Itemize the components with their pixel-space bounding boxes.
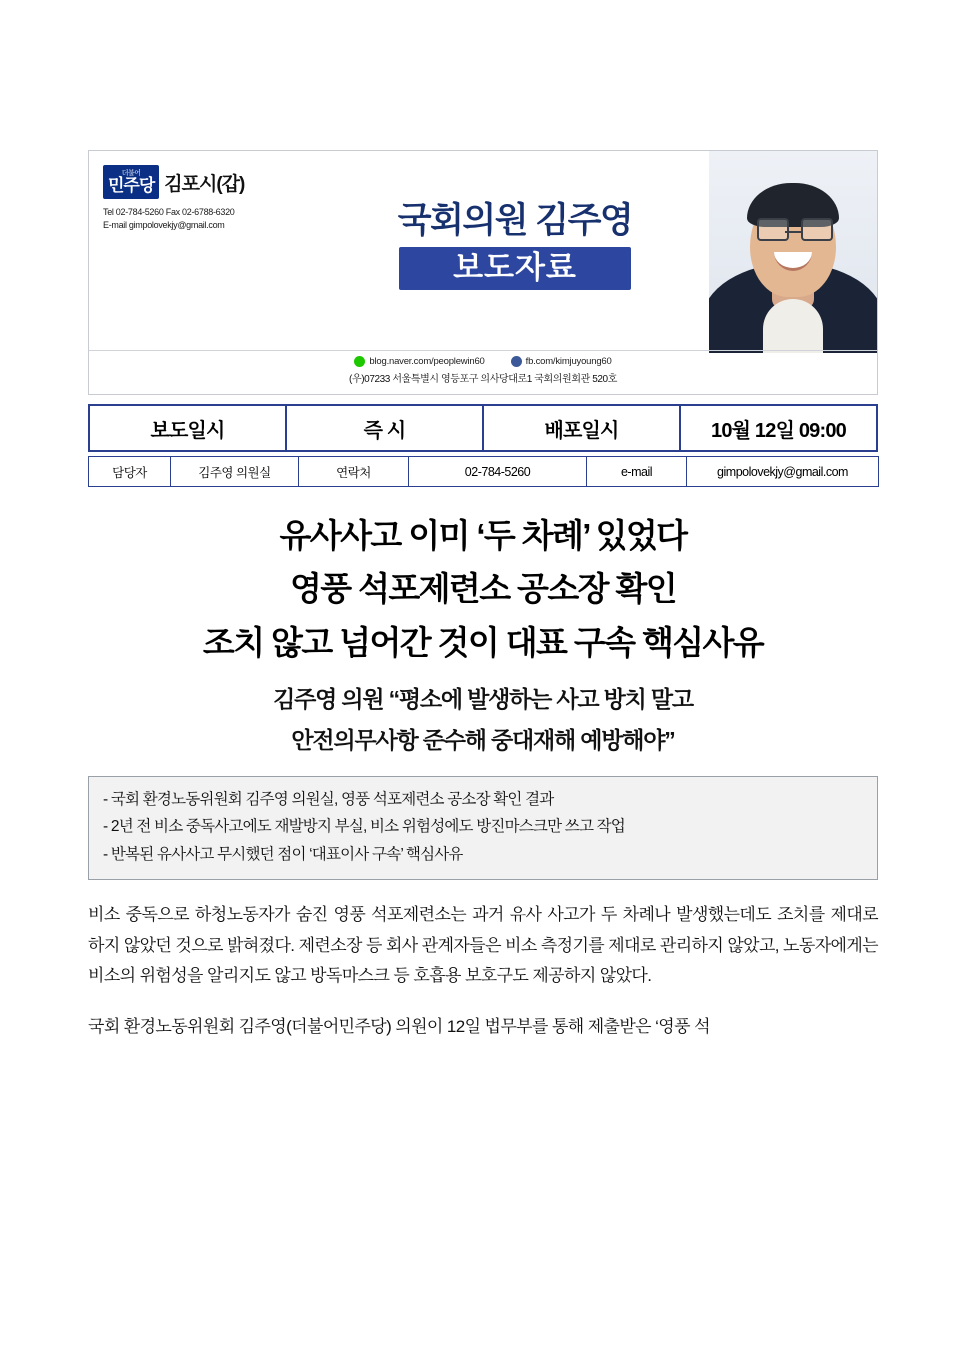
body-paragraph: 비소 중독으로 하청노동자가 숨진 영풍 석포제련소는 과거 유사 사고가 두 차례나 발생했는데도 조치를 제대로 하지 않았던 것으로 밝혀졌다. 제련소장 등 회사 관계자들은 비소 측정기를 제대로 관리하지 않았고, 노동자에게는 비소의 위험성을 알리지도 않고 방독마스크 등 호흡용 보호구도 제공하지 않았다. xyxy=(88,904,878,986)
party-logo-row xyxy=(103,165,343,199)
letterhead-subtitle: 보도자료 xyxy=(399,247,631,290)
letterhead-email: E-mail gimpolovekjy@gmail.com xyxy=(103,220,225,231)
sns-links xyxy=(89,356,877,367)
portrait-glasses-right xyxy=(801,218,833,241)
office-address: (우)07233 서울특별시 영등포구 의사당대로1 국회의원회관 520호 xyxy=(349,374,617,385)
naver-icon xyxy=(354,356,365,367)
email-label: e-mail xyxy=(587,457,687,487)
subheadline-quote xyxy=(88,679,878,760)
letterhead-left-block xyxy=(103,165,343,232)
email-value: gimpolovekjy@gmail.com xyxy=(687,457,879,487)
manager-label: 담당자 xyxy=(89,457,171,487)
table-row xyxy=(89,457,879,487)
facebook-link[interactable] xyxy=(511,356,612,367)
party-logo-small-text: 더불어 xyxy=(121,170,141,177)
distribute-date-value: 10월 12일 09:00 xyxy=(680,405,877,451)
facebook-icon xyxy=(511,356,522,367)
portrait-glasses-bridge xyxy=(785,231,801,233)
headline-line-1: 유사사고 이미 ‘두 차례’ 있었다 xyxy=(279,517,687,554)
subheadline-line-1: 김주영 의원 “평소에 발생하는 사고 방치 말고 xyxy=(273,686,693,713)
letterhead-banner xyxy=(88,150,878,395)
distribute-date-label: 배포일시 xyxy=(483,405,680,451)
contact-value: 02-784-5260 xyxy=(409,457,587,487)
headline-line-2: 영풍 석포제련소 공소장 확인 xyxy=(289,570,677,608)
letterhead-contact xyxy=(103,206,343,232)
summary-bullet-box xyxy=(88,776,878,880)
letterhead-tel: Tel 02-784-5260 Fax 02-6788-6320 xyxy=(103,207,235,218)
contact-label: 연락처 xyxy=(299,457,409,487)
bullet-item: - 국회 환경노동위원회 김주영 의원실, 영풍 석포제련소 공소장 확인 결과 xyxy=(103,790,554,808)
letterhead-title: 국회의원 김주영 xyxy=(397,201,633,240)
release-date-label: 보도일시 xyxy=(89,405,286,451)
bullet-item: - 반복된 유사사고 무시했던 점이 ‘대표이사 구속’ 핵심사유 xyxy=(103,846,463,864)
body-paragraph: 국회 환경노동위원회 김주영(더불어민주당) 의원이 12일 법무부를 통해 제출받은 ‘영풍 석 xyxy=(88,1017,710,1037)
party-logo-icon xyxy=(103,165,159,199)
district-label: 김포시(갑) xyxy=(164,173,245,195)
subheadline-line-2: 안전의무사항 준수해 중대재해 예방해야” xyxy=(291,726,675,753)
portrait-glasses-left xyxy=(757,218,789,241)
letterhead-footer xyxy=(89,350,877,394)
portrait-shirt xyxy=(763,299,823,353)
article-body xyxy=(88,900,878,1044)
party-logo-name: 민주당 xyxy=(108,176,155,196)
letterhead-center-block xyxy=(325,203,705,290)
politician-portrait-photo xyxy=(709,151,877,353)
headline-group xyxy=(88,509,878,669)
release-date-value: 즉 시 xyxy=(286,405,483,451)
headline-line-3: 조치 않고 넘어간 것이 대표 구속 핵심사유 xyxy=(202,623,764,661)
manager-value: 김주영 의원실 xyxy=(171,457,299,487)
naver-blog-link[interactable] xyxy=(354,356,484,367)
facebook-url: fb.com/kimjuyoung60 xyxy=(525,356,612,367)
naver-blog-url: blog.naver.com/peoplewin60 xyxy=(369,356,485,367)
release-info-table xyxy=(88,404,878,452)
table-row xyxy=(89,405,877,451)
contact-info-table xyxy=(88,456,879,487)
bullet-item: - 2년 전 비소 중독사고에도 재발방지 부실, 비소 위험성에도 방진마스크만 쓰고 작업 xyxy=(103,818,625,836)
